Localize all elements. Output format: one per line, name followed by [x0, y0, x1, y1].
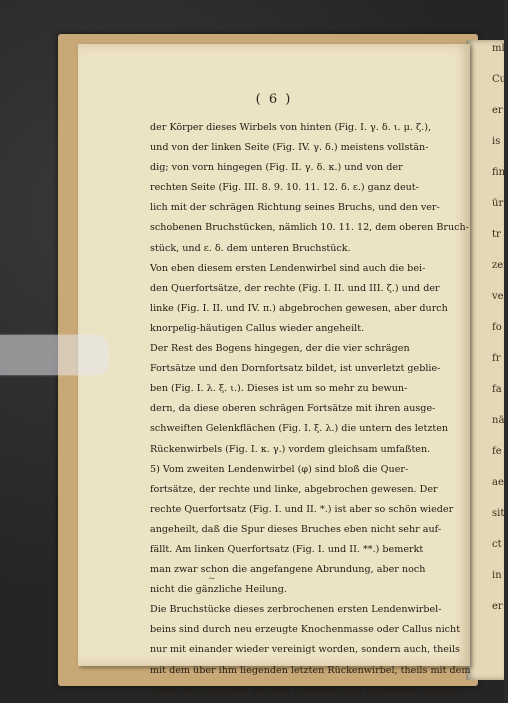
facing-page-fragment: fr [492, 353, 501, 364]
text-line: linke (Fig. I. II. und IV. π.) abgebrochen gewesen, aber durch [150, 302, 448, 314]
facing-page-fragment: sit [492, 508, 505, 519]
text-line: dern, da diese oberen schrägen Fortsätze mit ihren ausge- [150, 403, 436, 415]
pencil-mark: ~ [208, 574, 216, 584]
text-line: ben (Fig. I. λ. ξ. ι.). Dieses ist um so mehr zu bewun- [150, 383, 408, 395]
text-line: Die Bruchstücke dieses zerbrochenen ersten Lendenwirbel- [150, 604, 442, 616]
text-line: rechten Seite (Fig. III. 8. 9. 10. 11. 12. δ. ε.) ganz deut- [150, 182, 419, 194]
text-line: und von der linken Seite (Fig. IV. γ. δ.) meistens vollstän- [150, 142, 429, 154]
page-number: ( 6 ) [255, 92, 293, 107]
text-line: schobenen Bruchstücken, nämlich 10. 11. 12, dem oberen Bruch- [150, 222, 469, 234]
text-line: fällt. Am linken Querfortsatz (Fig. I. und II. **.) bemerkt [150, 543, 424, 555]
facing-page-fragment: fa [492, 384, 502, 395]
text-line: dig; von vorn hingegen (Fig. II. γ. δ. κ.) und von der [150, 162, 403, 174]
facing-page-fragment: ml [492, 43, 505, 54]
facing-page-fragment: er [492, 601, 503, 612]
text-line: knorpelig-häutigen Callus wieder angeheilt. [150, 322, 365, 334]
facing-page-fragment: fe [492, 446, 502, 457]
facing-page-fragment: fo [492, 322, 502, 333]
text-line: beins sind durch neu erzeugte Knochenmasse oder Callus nicht [150, 624, 461, 636]
text-line: 5) Vom zweiten Lendenwirbel (φ) sind bloß die Quer- [150, 463, 409, 475]
text-line: Fortsätze und den Dornfortsatz bildet, ist unverletzt geblie- [150, 363, 441, 375]
text-line: der Körper dieses Wirbels von hinten (Fig. I. γ. δ. ι. μ. ζ.), [150, 122, 432, 133]
text-line: Der Rest des Bogens hingegen, der die vier schrägen [150, 343, 410, 355]
text-line: fortsätze, der rechte und linke, abgebrochen gewesen. Der [150, 483, 438, 495]
text-line: schweiften Gelenkflächen (Fig. I. ξ. λ.) die untern des letzten [150, 423, 449, 435]
text-line: den Querfortsätze, der rechte (Fig. I. II. und III. ζ.) und der [150, 282, 440, 294]
text-line: rechte Querfortsatz (Fig. I. und II. *.) ist aber so schön wieder [150, 503, 454, 515]
page-clip-tab [0, 335, 108, 375]
facing-page-fragment: er [492, 105, 503, 116]
facing-page-fragment: is [492, 136, 501, 147]
text-line: lich mit der schrägen Richtung seines Bruchs, und den ver- [150, 202, 440, 214]
facing-page-fragment: zer [492, 260, 508, 271]
facing-page-fragment: tr [492, 229, 501, 240]
text-line: nur mit einander wieder vereinigt worden, sondern auch, theils [150, 644, 460, 656]
facing-page-fragment: fin [492, 167, 506, 178]
text-line: unter ihm liegenden zweiten Lendenwirbel, zusammen gekittet. [150, 684, 462, 696]
facing-page-fragment: ve [492, 291, 504, 302]
text-line: angeheilt, daß die Spur dieses Bruches eben nicht sehr auf- [150, 523, 442, 535]
text-line: nicht die gänzliche Heilung. [150, 584, 287, 596]
page-text [150, 118, 500, 701]
facing-page-fragment: in [492, 570, 502, 581]
book-page [78, 44, 471, 696]
text-line: Rückenwirbels (Fig. I. κ. γ.) vordem gleichsam umfaßten. [150, 443, 431, 455]
facing-page-fragment: nä [492, 415, 505, 426]
facing-page-fragment: ct [492, 539, 502, 550]
text-line: stück, und ε. δ. dem unteren Bruchstück. [150, 242, 351, 254]
text-line: Von eben diesem ersten Lendenwirbel sind auch die bei- [150, 262, 426, 274]
facing-page-fragment: ür [492, 198, 504, 209]
text-line: mit dem über ihm liegenden letzten Rückenwirbel, theils mit dem [150, 664, 471, 676]
facing-page-fragment: ae [492, 477, 504, 488]
text-line: man zwar schon die angefangene Abrundung, aber noch [150, 564, 426, 576]
facing-page-fragment: Cu [492, 74, 507, 85]
